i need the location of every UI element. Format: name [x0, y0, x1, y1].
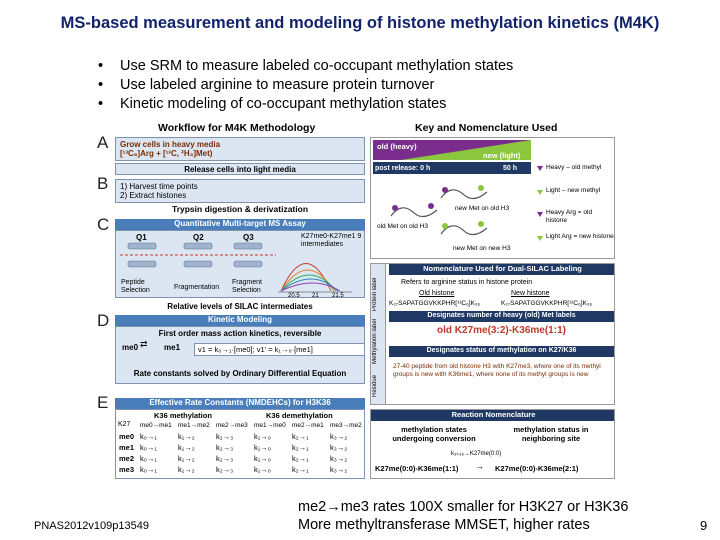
meth-neighbor-text: methylation status in neighboring site	[513, 425, 589, 443]
grow-cells-text: Grow cells in heavy media	[120, 140, 221, 149]
rate-equation: v1 = k₀→₁·[me0]; v1' = k₁→₀·[me1]	[194, 343, 365, 356]
legend-light-methyl: Light – new methyl	[546, 187, 601, 194]
k36-demethylation-label: K36 demethylation	[266, 411, 333, 420]
ms-assay-panel	[115, 230, 365, 298]
fragmentation-label: Fragmentation	[174, 284, 220, 291]
relative-levels-label: Relative levels of SILAC intermediates	[167, 302, 313, 311]
table-cell: k₁→₀	[254, 443, 271, 452]
step-label-b: B	[97, 174, 109, 193]
nmdehc-header: Effective Rate Constants (NMDEHCs) for H3K36	[115, 398, 365, 409]
old-heavy-label: old (heavy)	[377, 142, 417, 151]
table-cell: k₃→₂	[330, 465, 348, 474]
table-cell: k₂→₁	[292, 465, 309, 474]
q1-label: Q1	[136, 233, 147, 242]
harvest-step-1: 1) Harvest time points	[120, 182, 198, 191]
side-labels	[371, 264, 386, 405]
kinetic-header: Kinetic Modeling	[115, 315, 365, 326]
table-cell: k₃→₂	[330, 443, 348, 452]
table-cell: k₀→₁	[140, 432, 157, 441]
example-label: old K27me(3:2)-K36me(1:1)	[437, 325, 566, 336]
first-order-text: First order mass action kinetics, reversible	[158, 329, 322, 338]
summary-line-2: More methyltransferase MMSET, higher rates	[298, 517, 590, 533]
row-label: me0	[119, 432, 135, 441]
peptide-selection-label: Peptide Selection	[121, 279, 150, 294]
legend-heavy-arg: Heavy Arg = old histone	[546, 209, 593, 224]
row-label: me1	[119, 443, 135, 452]
table-cell: k₂→₃	[216, 432, 234, 441]
table-cell: k₁→₂	[178, 432, 195, 441]
table-cell: k₂→₁	[292, 432, 309, 441]
bullet-item: • Use labeled arginine to measure protein turnover	[98, 76, 513, 95]
col-header: me3→me2	[330, 422, 362, 429]
bullet-item: • Kinetic modeling of co-occupant methylation states	[98, 95, 513, 114]
table-cell: k₁→₀	[254, 432, 271, 441]
workflow-title: Workflow for M4K Methodology	[158, 122, 316, 134]
ode-text: Rate constants solved by Ordinary Differential Equation	[133, 369, 347, 378]
table-cell: k₂→₃	[216, 465, 234, 474]
table-cell: k₂→₁	[292, 443, 309, 452]
step-label-a: A	[97, 133, 109, 152]
harvest-box	[115, 179, 365, 203]
k36-methylation-label: K36 methylation	[154, 411, 212, 420]
old-histone-label: Old histone	[419, 290, 455, 297]
release-box: Release cells into light media	[115, 163, 365, 175]
intermediates-label: K27me0-K27me1 9 intermediates	[301, 233, 362, 248]
legend-light-arg: Light Arg = new histone	[546, 233, 614, 240]
harvest-step-2: 2) Extract histones	[120, 191, 187, 200]
q3-label: Q3	[243, 233, 254, 242]
slide-title: MS-based measurement and modeling of histone methylation kinetics (M4K)	[60, 14, 660, 32]
grow-cells-box	[115, 137, 365, 161]
table-cell: k₃→₂	[330, 454, 348, 463]
designates-status-bar: Designates status of methylation on K27/K36	[389, 346, 614, 357]
refers-text: Refers to arginine status in histone protein	[401, 279, 533, 286]
table-cell: k₀→₁	[140, 454, 157, 463]
rt-tick: 21.5	[332, 293, 344, 298]
reversible-arrow-icon: ⇄	[140, 339, 148, 349]
reaction-left: K27me(0:0)-K36me(1:1)	[375, 464, 459, 473]
designates-heavy-bar: Designates number of heavy (old) Met labels	[389, 311, 614, 322]
col-header: me2→me1	[292, 422, 324, 429]
seq-new: K₂₇SAPATGGVKKPHR[¹²C₆]K₃₆	[501, 300, 593, 307]
rate-table	[115, 409, 365, 479]
me0-label: me0	[122, 343, 139, 352]
table-row	[116, 465, 365, 476]
bullet-item: • Use SRM to measure labeled co-occupant methylation states	[98, 57, 513, 76]
table-cell: k₁→₀	[254, 465, 271, 474]
row-label: me3	[119, 465, 135, 474]
reaction-arrow-icon: →	[475, 461, 484, 471]
peptide-description: 27-40 peptide from old histone H3 with K27me3, where one of its methyl groups is new with K36me1, where none of its methyl groups is new	[393, 363, 601, 378]
col-header: me1→me0	[254, 422, 286, 429]
table-cell: k₃→₂	[330, 432, 348, 441]
table-cell: k₁→₂	[178, 465, 195, 474]
summary-line-1: me2→me3 rates 100X smaller for H3K27 or H3K36	[298, 499, 629, 515]
table-row	[116, 454, 365, 465]
dual-silac-panel	[370, 263, 615, 405]
table-cell: k₀→₁	[140, 443, 157, 452]
legend-heavy-methyl: Heavy – old methyl	[546, 164, 602, 171]
citation: PNAS2012v109p13549	[34, 520, 149, 532]
reaction-panel	[370, 409, 615, 479]
table-cell: k₁→₂	[178, 454, 195, 463]
ms-assay-header: Quantitative Multi-target MS Assay	[115, 219, 365, 230]
table-cell: k₁→₂	[178, 443, 195, 452]
fragment-selection-label: Fragment Selection	[232, 279, 262, 294]
post-release-label: post release: 0 h	[375, 165, 431, 172]
methylation-label-tag: Methylation label	[372, 318, 378, 364]
reaction-k: k₃ₖ₃₆→K27me(0:0)	[451, 451, 502, 457]
table-cell: k₁→₀	[254, 454, 271, 463]
key-legend	[546, 164, 614, 241]
reaction-header: Reaction Nomenclature	[371, 410, 615, 421]
step-label-e: E	[97, 393, 109, 412]
key-title: Key and Nomenclature Used	[415, 122, 558, 134]
reaction-right: K27me(0:0)-K36me(2:1)	[495, 464, 579, 473]
seq-old: K₂₇SAPATGGVKKPHR[¹³C₆]K₃₆	[389, 300, 481, 307]
row-label: me2	[119, 454, 135, 463]
grow-cells-media: [¹³C₆]Arg + [¹³C, ²H₃]Met)	[120, 149, 213, 158]
new-met-old-h3-label: new Met on old H3	[455, 205, 510, 212]
table-cell: k₂→₃	[216, 443, 234, 452]
kinetic-panel	[115, 326, 365, 384]
key-panel	[370, 137, 615, 259]
table-cell: k₂→₃	[216, 454, 234, 463]
dual-silac-header: Nomenclature Used for Dual-SILAC Labeling	[389, 264, 615, 275]
table-cell: k₂→₁	[292, 454, 309, 463]
residue-label-tag: Residue	[372, 375, 378, 398]
col-header: me2→me3	[216, 422, 248, 429]
q2-label: Q2	[193, 233, 204, 242]
new-histone-label: New histone	[511, 290, 550, 297]
table-row	[116, 443, 365, 454]
fifty-hours-label: 50 h	[503, 165, 518, 172]
col-header: me0→me1	[140, 422, 172, 429]
k27-label: K27	[118, 421, 131, 428]
me1-label: me1	[164, 343, 181, 352]
protein-label-tag: Protein label	[372, 277, 378, 311]
meth-states-text: methylation states undergoing conversion	[392, 425, 476, 443]
rt-tick: 21	[312, 293, 319, 298]
new-met-new-h3-label: new Met on new H3	[453, 245, 511, 252]
summary-text	[298, 498, 628, 534]
rt-tick: 20.5	[288, 293, 300, 298]
step-label-c: C	[97, 215, 110, 234]
col-header: me1→me2	[178, 422, 210, 429]
bullet-list	[98, 57, 513, 114]
table-cell: k₀→₁	[140, 465, 157, 474]
table-row	[116, 432, 365, 443]
new-light-label: new (light)	[483, 151, 521, 160]
step-label-d: D	[97, 311, 110, 330]
old-met-old-h3-label: old Met on old H3	[377, 223, 428, 230]
trypsin-label: Trypsin digestion & derivatization	[171, 205, 309, 214]
page-number: 9	[700, 518, 708, 533]
